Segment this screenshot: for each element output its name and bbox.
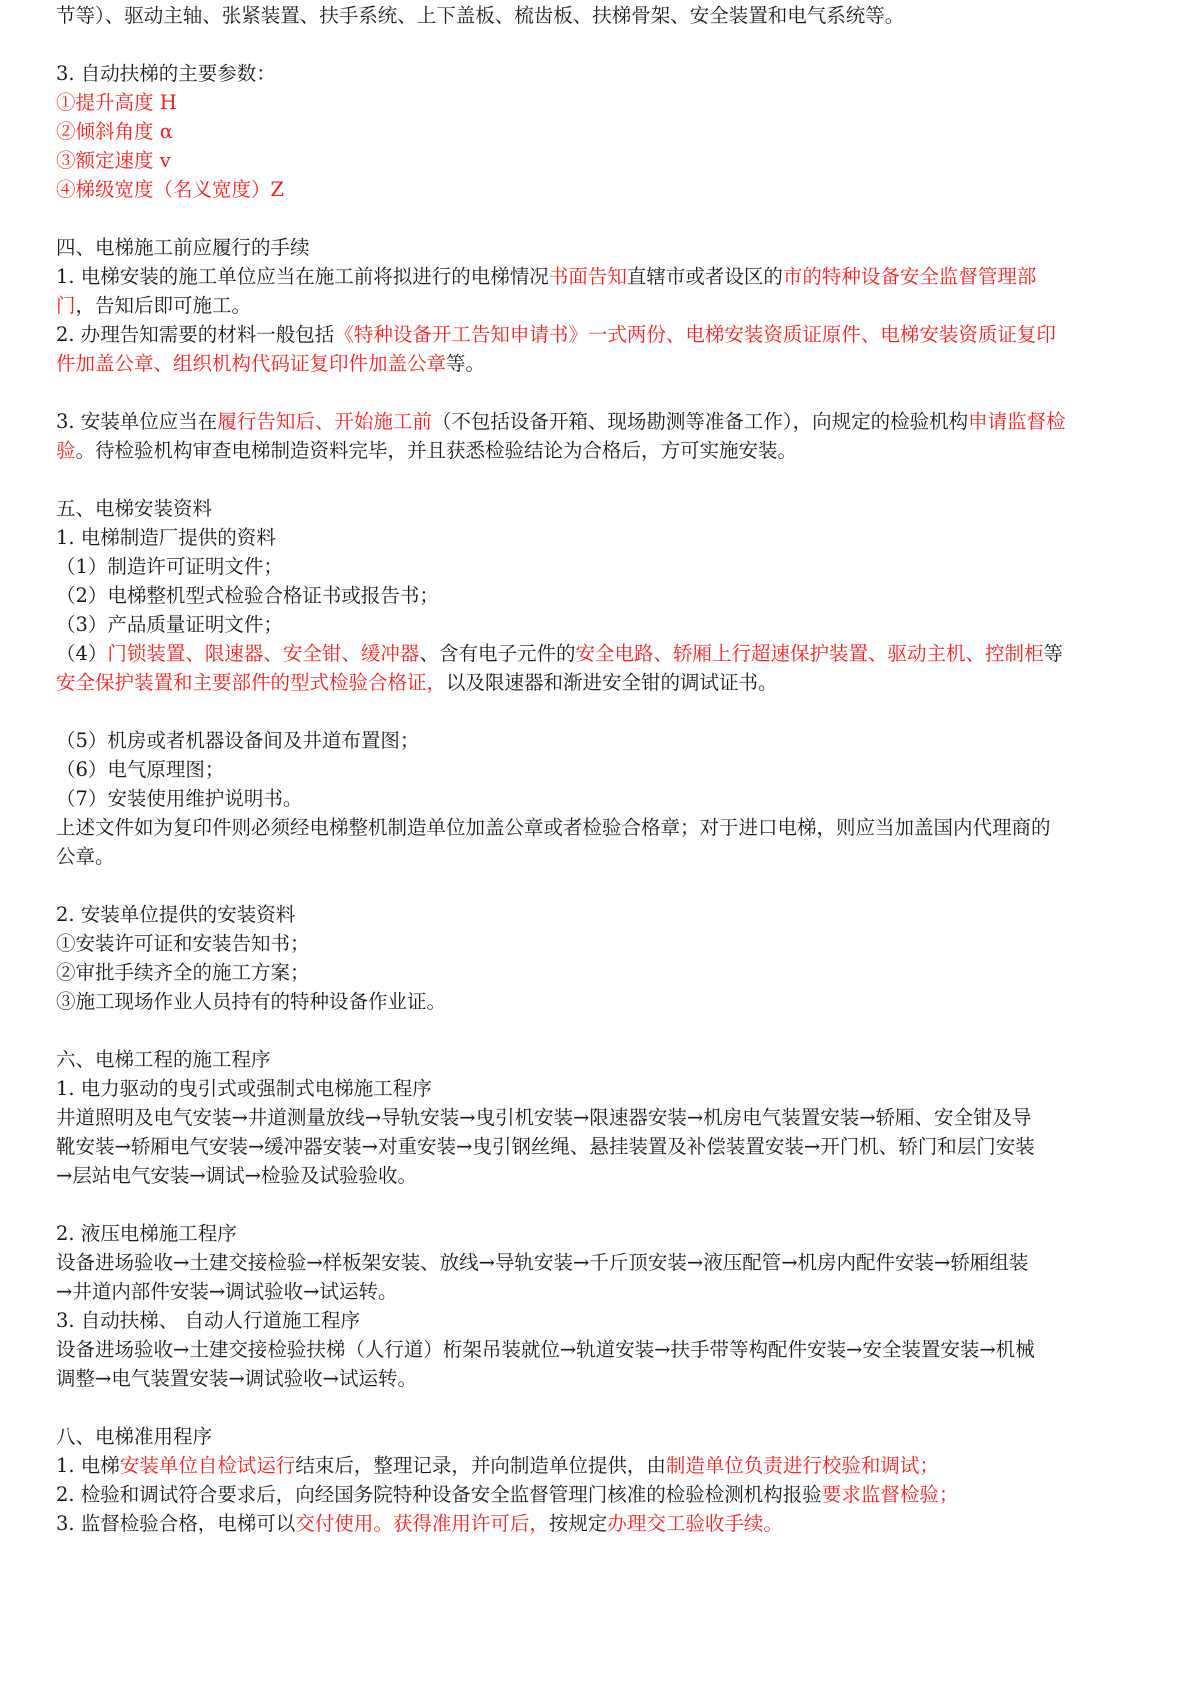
body-text: 3. 安装单位应当在 — [56, 410, 218, 433]
body-text: 六、电梯工程的施工程序 — [56, 1048, 271, 1071]
body-text: （5）机房或者机器设备间及井道布置图； — [56, 729, 420, 752]
text-line — [56, 1421, 1151, 1452]
text-line — [56, 87, 1151, 118]
highlighted-text: 交付使用。获得准用许可后， — [295, 1512, 549, 1535]
blank-line — [56, 29, 1151, 60]
text-line — [56, 145, 1151, 176]
body-text: 设备进场验收→土建交接检验→样板架安装、放线→导轨安装→千斤顶安装→液压配管→机房内配件安装→轿厢组装 — [56, 1251, 1029, 1274]
text-line — [56, 435, 1151, 466]
body-text: （4） — [56, 642, 108, 665]
body-text: 五、电梯安装资料 — [56, 497, 213, 520]
body-text: →井道内部件安装→调试验收→试运转。 — [56, 1280, 398, 1303]
text-line — [56, 841, 1151, 872]
body-text: ，告知后即可施工。 — [75, 294, 252, 317]
highlighted-text: 验 — [56, 439, 76, 462]
blank-line — [56, 1189, 1151, 1220]
text-line — [56, 928, 1151, 959]
highlighted-text: ②倾斜角度 α — [56, 120, 173, 143]
highlighted-text: 要求监督检验； — [821, 1483, 959, 1506]
highlighted-text: 《特种设备开工告知申请书》一式两份、电梯安装资质证原件、电梯安装资质证复印 — [334, 323, 1056, 346]
blank-line — [56, 870, 1151, 901]
body-text: 2. 液压电梯施工程序 — [56, 1222, 237, 1245]
body-text: 设备进场验收→土建交接检验扶梯（人行道）桁架吊装就位→轨道安装→扶手带等构配件安装→安全装置安装→机械 — [56, 1338, 1035, 1361]
body-text: （不包括设备开箱、现场勘测等准备工作），向规定的检验机构 — [431, 410, 969, 433]
text-line — [56, 754, 1151, 785]
body-text: ③施工现场作业人员持有的特种设备作业证。 — [56, 990, 447, 1013]
body-text: 上述文件如为复印件则必须经电梯整机制造单位加盖公章或者检验合格章；对于进口电梯，则应当加盖国内代理商的 — [56, 816, 1051, 839]
text-line — [56, 1305, 1151, 1336]
text-line — [56, 667, 1151, 698]
highlighted-text: 书面告知 — [548, 265, 627, 288]
body-text: 3. 监督检验合格，电梯可以 — [56, 1512, 296, 1535]
blank-line — [56, 1015, 1151, 1046]
text-line — [56, 1479, 1151, 1510]
text-line — [56, 783, 1151, 814]
text-line — [56, 609, 1151, 640]
text-line — [56, 986, 1151, 1017]
body-text: （1）制造许可证明文件； — [56, 555, 283, 578]
highlighted-text: ③额定速度 v — [56, 149, 171, 172]
body-text: 2. 安装单位提供的安装资料 — [56, 903, 296, 926]
text-line — [56, 580, 1151, 611]
text-line — [56, 1160, 1151, 1191]
body-text: （2）电梯整机型式检验合格证书或报告书； — [56, 584, 439, 607]
text-line — [56, 812, 1151, 843]
body-text: 公章。 — [56, 845, 115, 868]
text-line — [56, 1102, 1151, 1133]
blank-line — [56, 1392, 1151, 1423]
text-line — [56, 1247, 1151, 1278]
body-text: 四、电梯施工前应履行的手续 — [56, 236, 310, 259]
text-line — [56, 319, 1151, 350]
body-text: 3. 自动扶梯的主要参数： — [56, 62, 276, 85]
body-text: 。待检验机构审查电梯制造资料完毕，并且获悉检验结论为合格后，方可实施安装。 — [75, 439, 798, 462]
body-text: 调整→电气装置安装→调试验收→试运转。 — [56, 1367, 418, 1390]
highlighted-text: 市的特种设备安全监督管理部 — [782, 265, 1037, 288]
blank-line — [56, 464, 1151, 495]
body-text: ①安装许可证和安装告知书； — [56, 932, 310, 955]
body-text: 2. 检验和调试符合要求后，向经国务院特种设备安全监督管理门核准的检验检测机构报验 — [56, 1483, 822, 1506]
text-line — [56, 406, 1151, 437]
text-line — [56, 522, 1151, 553]
highlighted-text: ④梯级宽度（名义宽度）Z — [56, 178, 285, 201]
text-line — [56, 1131, 1151, 1162]
body-text: 3. 自动扶梯、 自动人行道施工程序 — [56, 1309, 361, 1332]
highlighted-text: 门锁装置、限速器、安全钳、缓冲器 — [107, 642, 420, 665]
body-text: 等 — [1043, 642, 1063, 665]
highlighted-text: ①提升高度 H — [56, 91, 177, 114]
body-text: 、含有电子元件的 — [419, 642, 576, 665]
text-line — [56, 725, 1151, 756]
body-text: 井道照明及电气安装→井道测量放线→导轨安装→曳引机安装→限速器安装→机房电气装置安装→轿厢、安全钳及导 — [56, 1106, 1032, 1129]
text-line — [56, 261, 1151, 292]
body-text: 以及限速器和渐进安全钳的调试证书。 — [446, 671, 778, 694]
body-text: 2. 办理告知需要的材料一般包括 — [56, 323, 335, 346]
highlighted-text: 制造单位负责进行校验和调试； — [665, 1454, 939, 1477]
text-line — [56, 1044, 1151, 1075]
body-text: 1. 电梯制造厂提供的资料 — [56, 526, 276, 549]
highlighted-text: 门 — [56, 294, 76, 317]
body-text: ②审批手续齐全的施工方案； — [56, 961, 310, 984]
text-line — [56, 232, 1151, 263]
text-line — [56, 1073, 1151, 1104]
body-text: （6）电气原理图； — [56, 758, 225, 781]
text-line — [56, 899, 1151, 930]
body-text: 结束后，整理记录，并向制造单位提供，由 — [295, 1454, 666, 1477]
highlighted-text: 安全保护装置和主要部件的型式检验合格证， — [56, 671, 447, 694]
body-text: 节等）、驱动主轴、张紧装置、扶手系统、上下盖板、梳齿板、扶梯骨架、安全装置和电气系统等。 — [56, 4, 905, 27]
text-line — [56, 1218, 1151, 1249]
text-line — [56, 638, 1151, 669]
text-line — [56, 174, 1151, 205]
body-text: 按规定 — [548, 1512, 608, 1535]
text-line — [56, 551, 1151, 582]
highlighted-text: 安装单位自检试运行 — [119, 1454, 296, 1477]
highlighted-text: 办理交工验收手续。 — [607, 1512, 783, 1535]
body-text: 1. 电梯安装的施工单位应当在施工前将拟进行的电梯情况 — [56, 265, 549, 288]
highlighted-text: 申请监督检 — [968, 410, 1066, 433]
body-text: 1. 电力驱动的曳引式或强制式电梯施工程序 — [56, 1077, 432, 1100]
text-line — [56, 1276, 1151, 1307]
body-text: 直辖市或者设区的 — [626, 265, 783, 288]
text-line — [56, 348, 1151, 379]
body-text: 1. 电梯 — [56, 1454, 120, 1477]
body-text: 等。 — [446, 352, 486, 375]
text-line — [56, 493, 1151, 524]
body-text: 八、电梯准用程序 — [56, 1425, 213, 1448]
highlighted-text: 履行告知后、开始施工前 — [217, 410, 432, 433]
body-text: →层站电气安装→调试→检验及试验验收。 — [56, 1164, 418, 1187]
text-line — [56, 1508, 1151, 1539]
text-line — [56, 1334, 1151, 1365]
text-line — [56, 290, 1151, 321]
body-text: （3）产品质量证明文件； — [56, 613, 283, 636]
blank-line — [56, 696, 1151, 727]
text-line — [56, 1363, 1151, 1394]
blank-line — [56, 377, 1151, 408]
blank-line — [56, 203, 1151, 234]
text-line — [56, 116, 1151, 147]
highlighted-text: 安全电路、轿厢上行超速保护装置、驱动主机、控制柜 — [575, 642, 1044, 665]
body-text: （7）安装使用维护说明书。 — [56, 787, 303, 810]
text-line — [56, 58, 1151, 89]
highlighted-text: 件加盖公章、组织机构代码证复印件加盖公章 — [56, 352, 447, 375]
text-line — [56, 957, 1151, 988]
text-line — [56, 1450, 1151, 1481]
text-line — [56, 0, 1151, 31]
body-text: 靴安装→轿厢电气安装→缓冲器安装→对重安装→曳引钢丝绳、悬挂装置及补偿装置安装→开门机、轿门和层门安装 — [56, 1135, 1035, 1158]
